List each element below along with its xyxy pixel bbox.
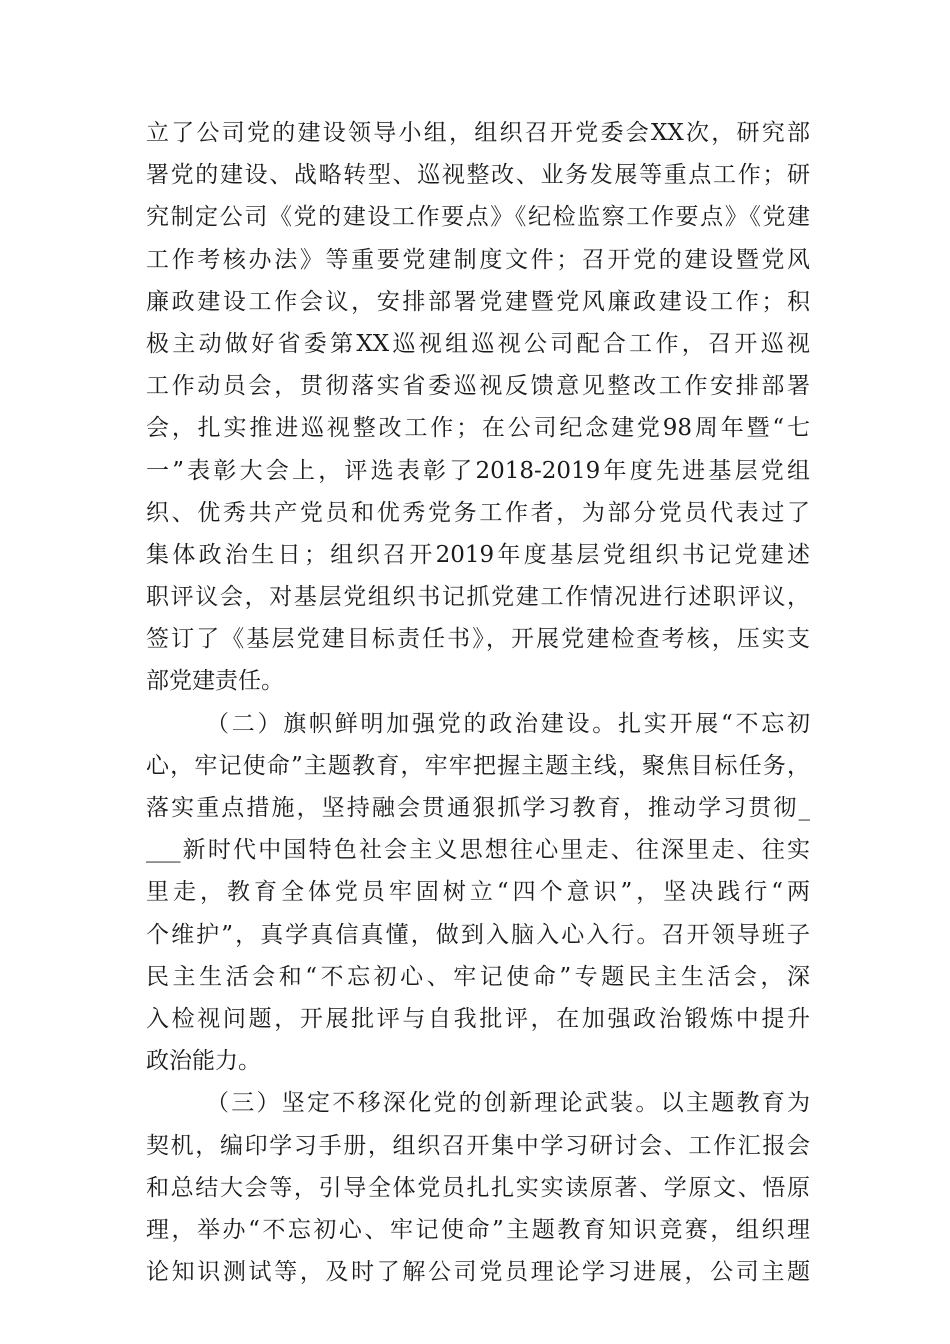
text-line: 心，牢记使命”主题教育，牢牢把握主题主线，聚焦目标任务，: [146, 752, 810, 779]
text-line: 廉政建设工作会议，安排部署党建暨党风廉政建设工作；积: [146, 288, 810, 315]
text-line: 签订了《基层党建目标责任书》，开展党建检查考核，压实支: [146, 626, 810, 653]
paragraph-political-construction: [146, 703, 810, 1083]
text-line: 论知识测试等，及时了解公司党员理论学习进展，公司主题: [146, 1259, 810, 1286]
text-line: 署党的建设、战略转型、巡视整改、业务发展等重点工作；研: [146, 162, 810, 189]
text-line: 集体政治生日；组织召开2019年度基层党组织书记党建述: [146, 541, 810, 568]
text-line: 落实重点措施，坚持融会贯通狠抓学习教育，推动学习贯彻_: [146, 795, 810, 821]
text-line: 入检视问题，开展批评与自我批评，在加强政治锻炼中提升: [146, 1005, 810, 1032]
text-line: （三）坚定不移深化党的创新理论武装。以主题教育为: [206, 1090, 810, 1117]
paragraph-theoretical-armament: [146, 1082, 810, 1293]
text-line: 里走，教育全体党员牢固树立“四个意识”，坚决践行“两: [146, 879, 810, 906]
text-line: 民主生活会和“不忘初心、牢记使命”专题民主生活会，深: [146, 963, 810, 990]
text-line: 和总结大会等，引导全体党员扎扎实实读原著、学原文、悟原: [146, 1174, 810, 1201]
text-line: 职评议会，对基层党组织书记抓党建工作情况进行述职评议，: [146, 584, 810, 611]
text-line: 个维护”，真学真信真懂，做到入脑入心入行。召开领导班子: [146, 921, 810, 948]
text-line: 会，扎实推进巡视整改工作；在公司纪念建党98周年暨“七: [146, 415, 810, 442]
text-line: 部党建责任。: [146, 668, 284, 695]
text-line: 政治能力。: [146, 1048, 261, 1075]
text-line: 究制定公司《党的建设工作要点》《纪检监察工作要点》《党建: [146, 204, 810, 231]
text-line: ___新时代中国特色社会主义思想往心里走、往深里走、往实: [146, 837, 810, 864]
text-line: 理，举办“不忘初心、牢记使命”主题教育知识竞赛，组织理: [146, 1216, 810, 1243]
text-line: 立了公司党的建设领导小组，组织召开党委会XX次，研究部: [146, 120, 810, 146]
text-line: 一”表彰大会上，评选表彰了2018-2019年度先进基层党组: [146, 457, 810, 484]
text-line: 工作动员会，贯彻落实省委巡视反馈意见整改工作安排部署: [146, 373, 810, 400]
text-line: （二）旗帜鲜明加强党的政治建设。扎实开展“不忘初: [206, 710, 810, 737]
text-line: 极主动做好省委第XX巡视组巡视公司配合工作，召开巡视: [146, 330, 810, 357]
text-line: 工作考核办法》等重要党建制度文件；召开党的建设暨党风: [146, 246, 810, 273]
paragraph-party-building-leadership: [146, 112, 810, 703]
text-line: 契机，编印学习手册，组织召开集中学习研讨会、工作汇报会: [146, 1132, 810, 1159]
text-line: 织、优秀共产党员和优秀党务工作者，为部分党员代表过了: [146, 499, 810, 526]
document-body: [146, 112, 810, 1293]
